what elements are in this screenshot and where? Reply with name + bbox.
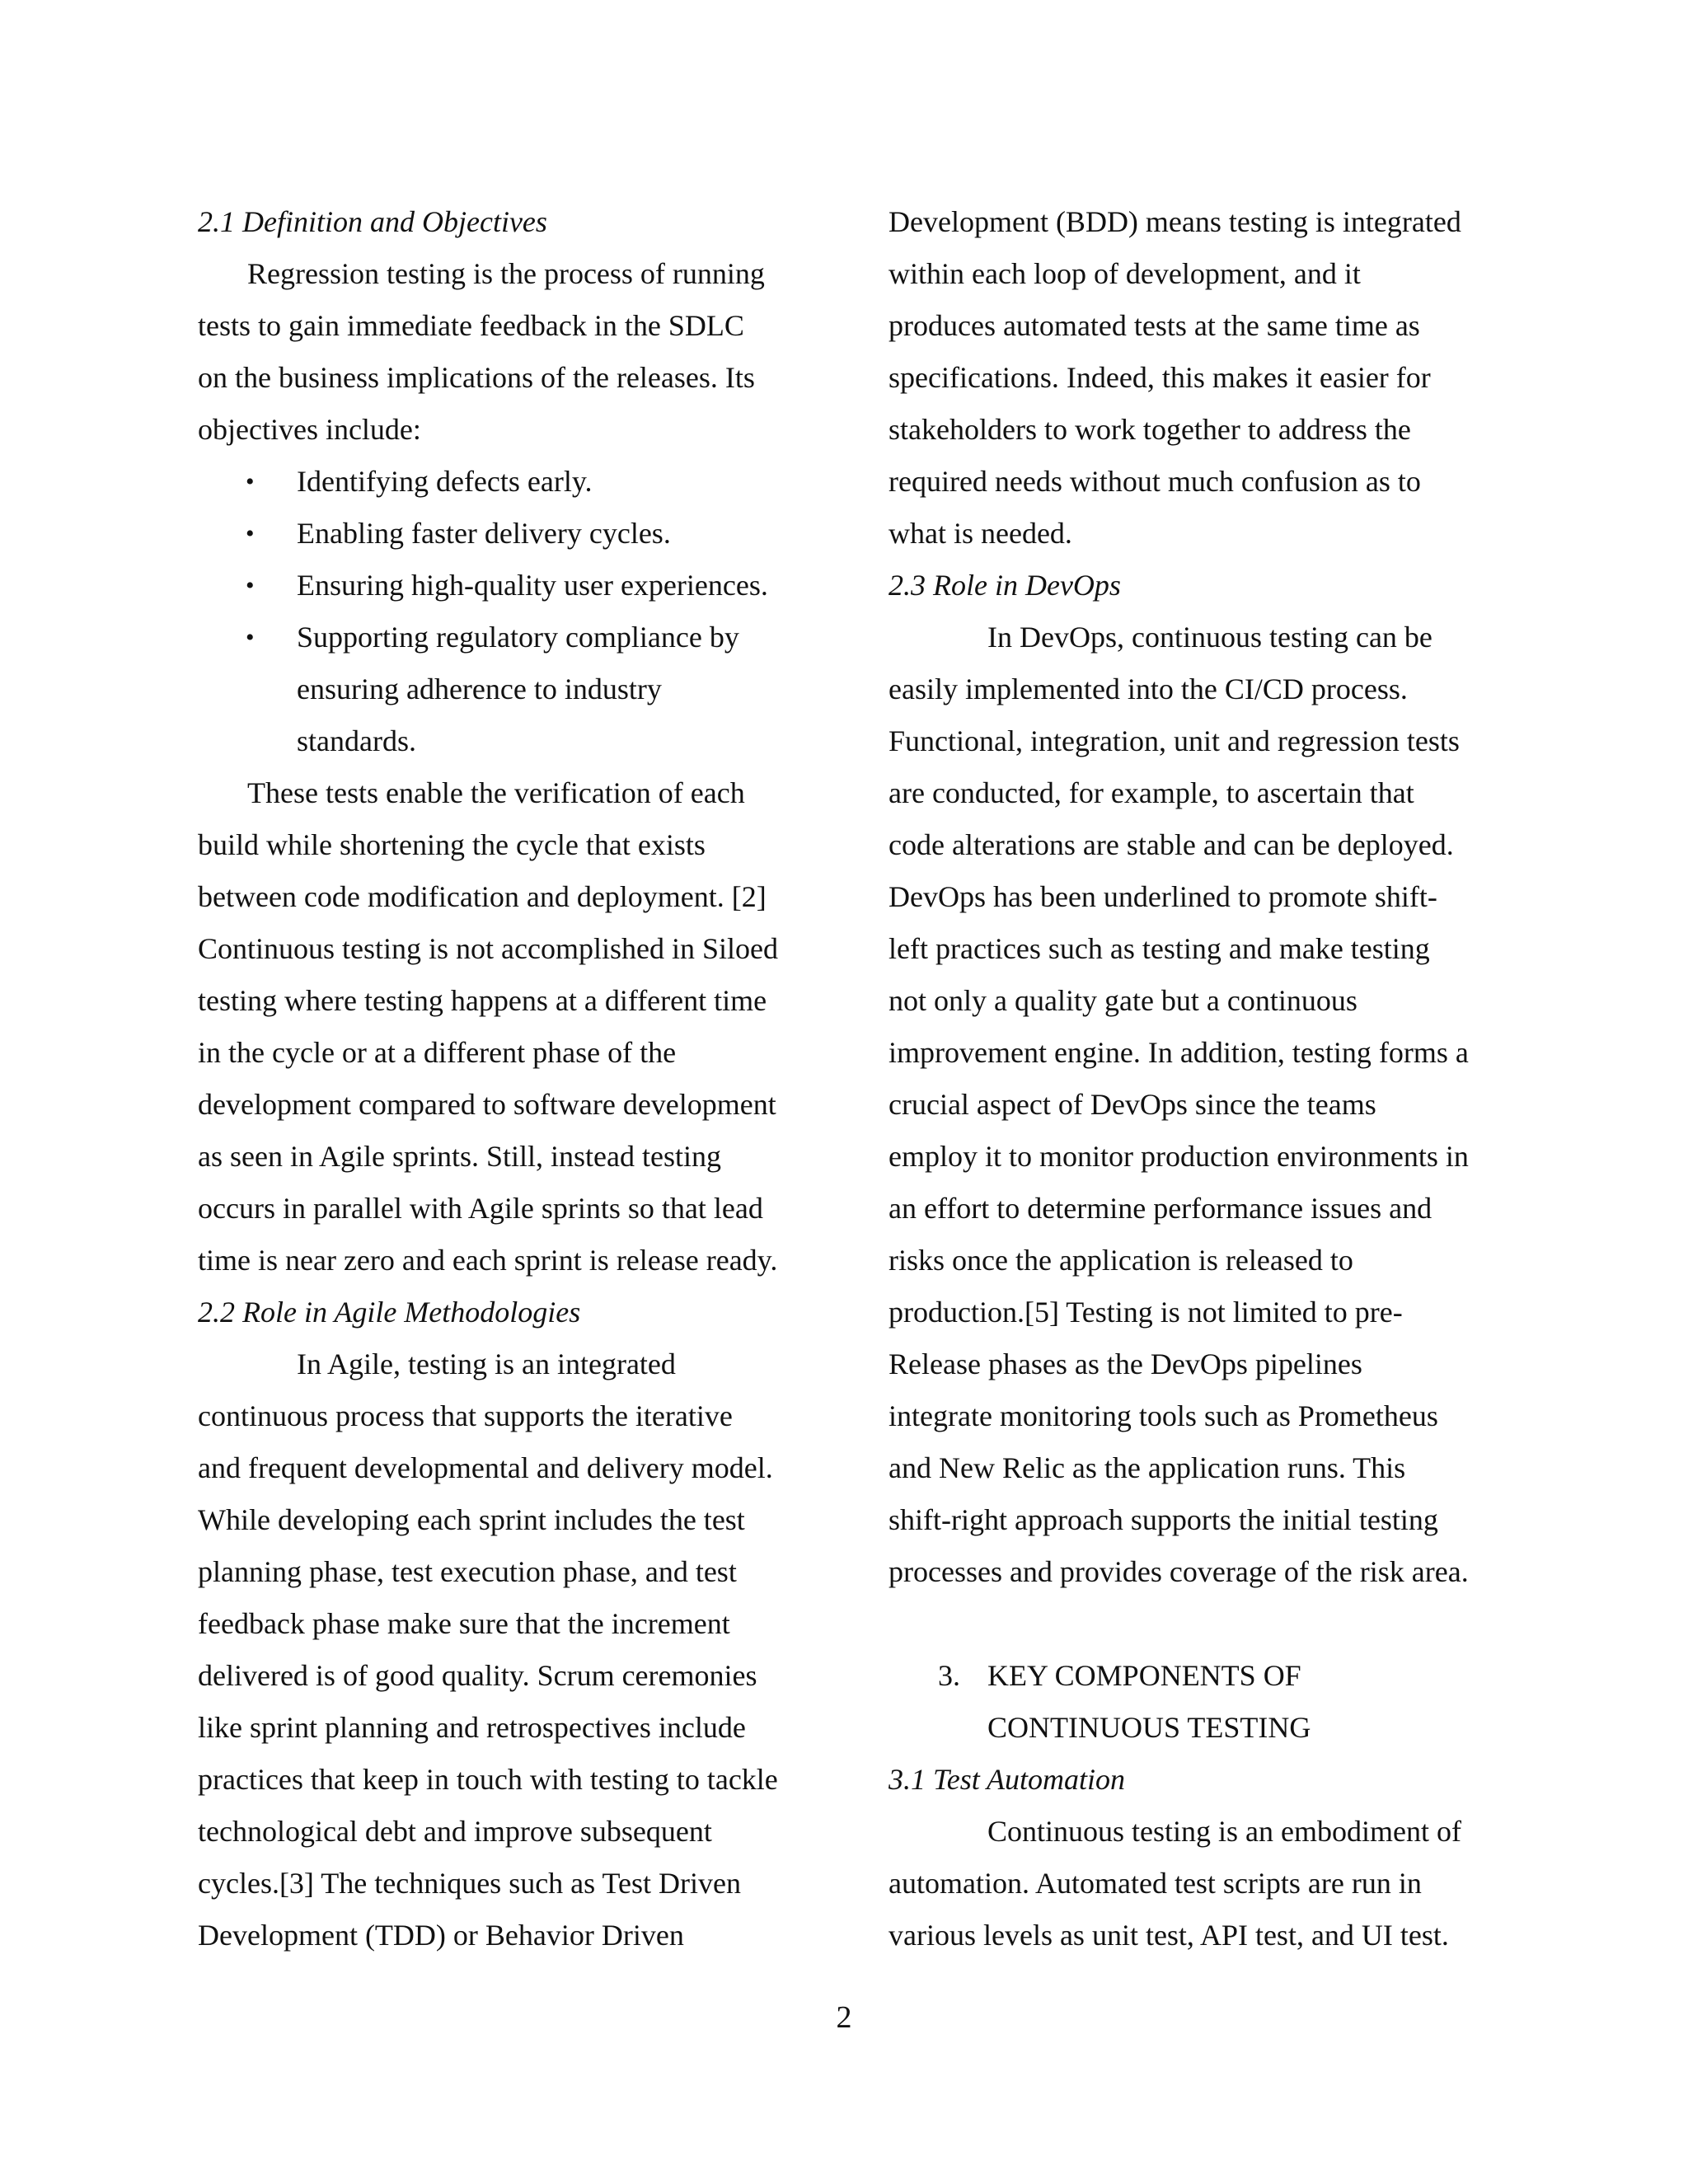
text-line: Continuous testing is not accomplished in Siloed bbox=[198, 932, 778, 965]
text-line: DevOps has been underlined to promote shift- bbox=[889, 880, 1437, 913]
text-line: are conducted, for example, to ascertain that bbox=[889, 776, 1414, 809]
section-heading-3 bbox=[889, 1650, 1515, 1754]
page-number: 2 bbox=[836, 2000, 852, 2035]
text-line: what is needed. bbox=[889, 517, 1072, 550]
text-line: tests to gain immediate feedback in the SDLC bbox=[198, 309, 744, 342]
text-line: within each loop of development, and it bbox=[889, 257, 1361, 290]
text-line: Functional, integration, unit and regression tests bbox=[889, 724, 1460, 757]
text-line: feedback phase make sure that the increment bbox=[198, 1607, 730, 1640]
bullet-item bbox=[198, 508, 824, 560]
section-heading-2-2: 2.2 Role in Agile Methodologies bbox=[198, 1296, 581, 1329]
bullet-continuation: ensuring adherence to industry bbox=[297, 673, 662, 705]
text-line: occurs in parallel with Agile sprints so that lead bbox=[198, 1192, 763, 1225]
section-heading-2-1: 2.1 Definition and Objectives bbox=[198, 205, 547, 238]
text-line: required needs without much confusion as to bbox=[889, 465, 1421, 498]
text-line: objectives include: bbox=[198, 413, 421, 446]
paragraph-verification bbox=[198, 767, 824, 1286]
text-line: processes and provides coverage of the risk area. bbox=[889, 1555, 1469, 1588]
text-line: various levels as unit test, API test, and UI test. bbox=[889, 1919, 1449, 1952]
text-line: stakeholders to work together to address the bbox=[889, 413, 1411, 446]
text-line: Release phases as the DevOps pipelines bbox=[889, 1347, 1362, 1380]
paragraph-test-automation bbox=[889, 1806, 1515, 1961]
text-line: In Agile, testing is an integrated bbox=[297, 1347, 676, 1380]
text-line: While developing each sprint includes the test bbox=[198, 1503, 745, 1536]
text-line: as seen in Agile sprints. Still, instead testing bbox=[198, 1140, 721, 1173]
bullet-item bbox=[198, 456, 824, 508]
text-line: shift-right approach supports the initial testing bbox=[889, 1503, 1438, 1536]
text-line: like sprint planning and retrospectives include bbox=[198, 1711, 746, 1744]
objectives-bullet-list bbox=[198, 456, 824, 767]
text-line: an effort to determine performance issues and bbox=[889, 1192, 1432, 1225]
text-line: and frequent developmental and delivery model. bbox=[198, 1451, 773, 1484]
text-line: between code modification and deployment. [2] bbox=[198, 880, 767, 913]
right-column bbox=[889, 196, 1515, 1961]
text-line: crucial aspect of DevOps since the teams bbox=[889, 1088, 1376, 1121]
text-line: Development (BDD) means testing is integrated bbox=[889, 205, 1461, 238]
text-line: risks once the application is released to bbox=[889, 1244, 1353, 1277]
text-line: Regression testing is the process of running bbox=[247, 257, 765, 290]
text-line: not only a quality gate but a continuous bbox=[889, 984, 1357, 1017]
text-line: produces automated tests at the same time as bbox=[889, 309, 1420, 342]
text-line: code alterations are stable and can be deployed. bbox=[889, 828, 1454, 861]
text-line: development compared to software development bbox=[198, 1088, 776, 1121]
paragraph-agile-continued bbox=[889, 196, 1515, 560]
section-heading-3-1: 3.1 Test Automation bbox=[889, 1763, 1126, 1796]
paragraph-agile bbox=[198, 1338, 824, 1961]
paragraph-definition bbox=[198, 248, 824, 456]
left-column bbox=[198, 196, 824, 1961]
blank-line bbox=[889, 1598, 1515, 1650]
bullet-icon: • bbox=[246, 624, 255, 651]
bullet-icon: • bbox=[246, 468, 255, 495]
text-line: easily implemented into the CI/CD process. bbox=[889, 673, 1408, 705]
text-line: Development (TDD) or Behavior Driven bbox=[198, 1919, 684, 1952]
text-line: in the cycle or at a different phase of the bbox=[198, 1036, 677, 1069]
section-number: 3. bbox=[938, 1659, 960, 1692]
text-line: production.[5] Testing is not limited to pre- bbox=[889, 1296, 1403, 1329]
bullet-text: Enabling faster delivery cycles. bbox=[297, 517, 671, 550]
text-line: delivered is of good quality. Scrum ceremonies bbox=[198, 1659, 757, 1692]
text-line: build while shortening the cycle that exists bbox=[198, 828, 706, 861]
bullet-icon: • bbox=[246, 572, 255, 599]
text-line: specifications. Indeed, this makes it easier for bbox=[889, 361, 1431, 394]
text-line: cycles.[3] The techniques such as Test Driven bbox=[198, 1867, 741, 1900]
section-title-line: CONTINUOUS TESTING bbox=[987, 1711, 1311, 1744]
section-title-text: KEY COMPONENTS OF bbox=[987, 1659, 1301, 1692]
text-line: time is near zero and each sprint is release ready. bbox=[198, 1244, 778, 1277]
bullet-item bbox=[198, 612, 824, 663]
text-line: automation. Automated test scripts are run in bbox=[889, 1867, 1422, 1900]
text-line: planning phase, test execution phase, and test bbox=[198, 1555, 737, 1588]
text-line: employ it to monitor production environments in bbox=[889, 1140, 1469, 1173]
bullet-icon: • bbox=[246, 520, 255, 547]
text-line: These tests enable the verification of each bbox=[247, 776, 745, 809]
text-line: practices that keep in touch with testing to tackle bbox=[198, 1763, 778, 1796]
text-line: left practices such as testing and make testing bbox=[889, 932, 1430, 965]
text-line: testing where testing happens at a different time bbox=[198, 984, 767, 1017]
text-line: Continuous testing is an embodiment of bbox=[987, 1815, 1461, 1848]
section-heading-2-3: 2.3 Role in DevOps bbox=[889, 569, 1121, 602]
text-line: on the business implications of the releases. Its bbox=[198, 361, 755, 394]
text-line: technological debt and improve subsequent bbox=[198, 1815, 712, 1848]
bullet-text: Supporting regulatory compliance by bbox=[297, 621, 739, 654]
text-line: continuous process that supports the iterative bbox=[198, 1399, 733, 1432]
text-line: improvement engine. In addition, testing forms a bbox=[889, 1036, 1469, 1069]
paragraph-devops bbox=[889, 612, 1515, 1598]
bullet-text: Identifying defects early. bbox=[297, 465, 593, 498]
bullet-text: Ensuring high-quality user experiences. bbox=[297, 569, 768, 602]
text-line: integrate monitoring tools such as Prometheus bbox=[889, 1399, 1438, 1432]
bullet-item bbox=[198, 560, 824, 612]
text-line: and New Relic as the application runs. This bbox=[889, 1451, 1406, 1484]
section-title-line bbox=[889, 1650, 1515, 1702]
bullet-continuation: standards. bbox=[297, 724, 416, 757]
text-line: In DevOps, continuous testing can be bbox=[987, 621, 1432, 654]
